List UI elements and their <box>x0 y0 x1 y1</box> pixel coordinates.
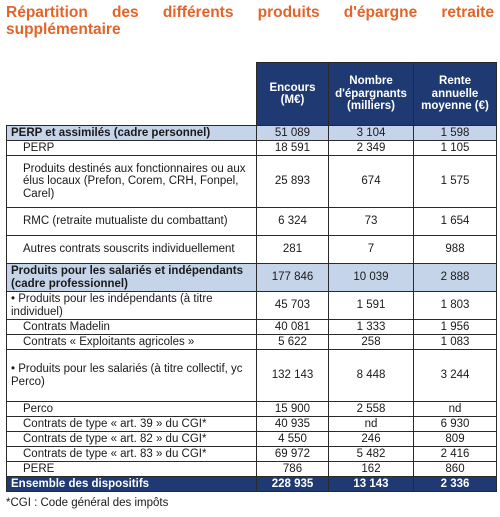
rente-cell: 1 654 <box>414 208 497 236</box>
encours-cell: 4 550 <box>257 432 329 447</box>
row-label: Autres contrats souscrits individuellement <box>7 236 257 264</box>
table-row <box>7 292 497 320</box>
rente-cell: 1 575 <box>414 156 497 208</box>
rente-cell: 2 336 <box>414 477 497 492</box>
encours-cell: 25 893 <box>257 156 329 208</box>
encours-cell: 69 972 <box>257 447 329 462</box>
encours-cell: 177 846 <box>257 264 329 292</box>
encours-cell: 6 324 <box>257 208 329 236</box>
row-label: • Produits pour les salariés (à titre collectif, yc Perco) <box>7 350 257 402</box>
encours-cell: 5 622 <box>257 335 329 350</box>
title-word: Répartition <box>6 4 88 21</box>
encours-cell: 45 703 <box>257 292 329 320</box>
header-rente: Rente annuelle moyenne (€) <box>414 63 497 126</box>
document-title <box>6 4 494 38</box>
rente-cell: 1 803 <box>414 292 497 320</box>
rente-cell: 3 244 <box>414 350 497 402</box>
nombre-cell: 13 143 <box>329 477 414 492</box>
table-row <box>7 462 497 477</box>
row-label: Contrats Madelin <box>7 320 257 335</box>
header-encours: Encours (M€) <box>257 63 329 126</box>
rente-cell: nd <box>414 402 497 417</box>
table-row <box>7 447 497 462</box>
nombre-cell: 73 <box>329 208 414 236</box>
table-row <box>7 236 497 264</box>
footnote: *CGI : Code général des impôts <box>6 497 169 509</box>
table-row <box>7 417 497 432</box>
rente-cell: 1 598 <box>414 126 497 141</box>
row-label: Perco <box>7 402 257 417</box>
rente-cell: 988 <box>414 236 497 264</box>
nombre-cell: 7 <box>329 236 414 264</box>
rente-cell: 1 105 <box>414 141 497 156</box>
rente-cell: 2 416 <box>414 447 497 462</box>
nombre-cell: 8 448 <box>329 350 414 402</box>
rente-cell: 809 <box>414 432 497 447</box>
encours-cell: 786 <box>257 462 329 477</box>
table-row <box>7 432 497 447</box>
encours-cell: 132 143 <box>257 350 329 402</box>
rente-cell: 860 <box>414 462 497 477</box>
row-label: PERP <box>7 141 257 156</box>
row-label: Contrats « Exploitants agricoles » <box>7 335 257 350</box>
table-row <box>7 208 497 236</box>
table-row <box>7 402 497 417</box>
row-label: Contrats de type « art. 83 » du CGI* <box>7 447 257 462</box>
row-label: RMC (retraite mutualiste du combattant) <box>7 208 257 236</box>
row-label: Produits pour les salariés et indépendants (cadre professionnel) <box>7 264 257 292</box>
table-row <box>7 350 497 402</box>
nombre-cell: 162 <box>329 462 414 477</box>
nombre-cell: 674 <box>329 156 414 208</box>
title-line-1 <box>6 4 494 21</box>
table-row <box>7 126 497 141</box>
nombre-cell: 258 <box>329 335 414 350</box>
rente-cell: 1 083 <box>414 335 497 350</box>
nombre-cell: 1 591 <box>329 292 414 320</box>
nombre-cell: 246 <box>329 432 414 447</box>
row-label: PERE <box>7 462 257 477</box>
encours-cell: 51 089 <box>257 126 329 141</box>
row-label: Ensemble des dispositifs <box>7 477 257 492</box>
savings-products-table <box>6 62 497 492</box>
row-label: Contrats de type « art. 82 » du CGI* <box>7 432 257 447</box>
title-line-2: supplémentaire <box>6 21 121 38</box>
nombre-cell: 3 104 <box>329 126 414 141</box>
title-word: produits <box>257 4 320 21</box>
header-nombre: Nombre d'épargnants (milliers) <box>329 63 414 126</box>
encours-cell: 281 <box>257 236 329 264</box>
rente-cell: 2 888 <box>414 264 497 292</box>
table-row <box>7 156 497 208</box>
nombre-cell: 2 349 <box>329 141 414 156</box>
table-total-row <box>7 477 497 492</box>
encours-cell: 18 591 <box>257 141 329 156</box>
table-row <box>7 141 497 156</box>
encours-cell: 40 935 <box>257 417 329 432</box>
nombre-cell: nd <box>329 417 414 432</box>
table-header-row <box>7 63 497 126</box>
rente-cell: 6 930 <box>414 417 497 432</box>
title-word: des <box>111 4 139 21</box>
row-label: Produits destinés aux fonctionnaires ou aux élus locaux (Prefon, Corem, CRH, Fonpel, Carel) <box>7 156 257 208</box>
table-row <box>7 320 497 335</box>
nombre-cell: 2 558 <box>329 402 414 417</box>
nombre-cell: 10 039 <box>329 264 414 292</box>
title-word: d'épargne <box>343 4 418 21</box>
rente-cell: 1 956 <box>414 320 497 335</box>
row-label: Contrats de type « art. 39 » du CGI* <box>7 417 257 432</box>
table-row <box>7 264 497 292</box>
header-blank-cell <box>7 63 257 126</box>
nombre-cell: 5 482 <box>329 447 414 462</box>
row-label: PERP et assimilés (cadre personnel) <box>7 126 257 141</box>
row-label: • Produits pour les indépendants (à titre individuel) <box>7 292 257 320</box>
encours-cell: 40 081 <box>257 320 329 335</box>
encours-cell: 15 900 <box>257 402 329 417</box>
table-row <box>7 335 497 350</box>
title-word: différents <box>162 4 234 21</box>
title-word: retraite <box>441 4 494 21</box>
nombre-cell: 1 333 <box>329 320 414 335</box>
encours-cell: 228 935 <box>257 477 329 492</box>
